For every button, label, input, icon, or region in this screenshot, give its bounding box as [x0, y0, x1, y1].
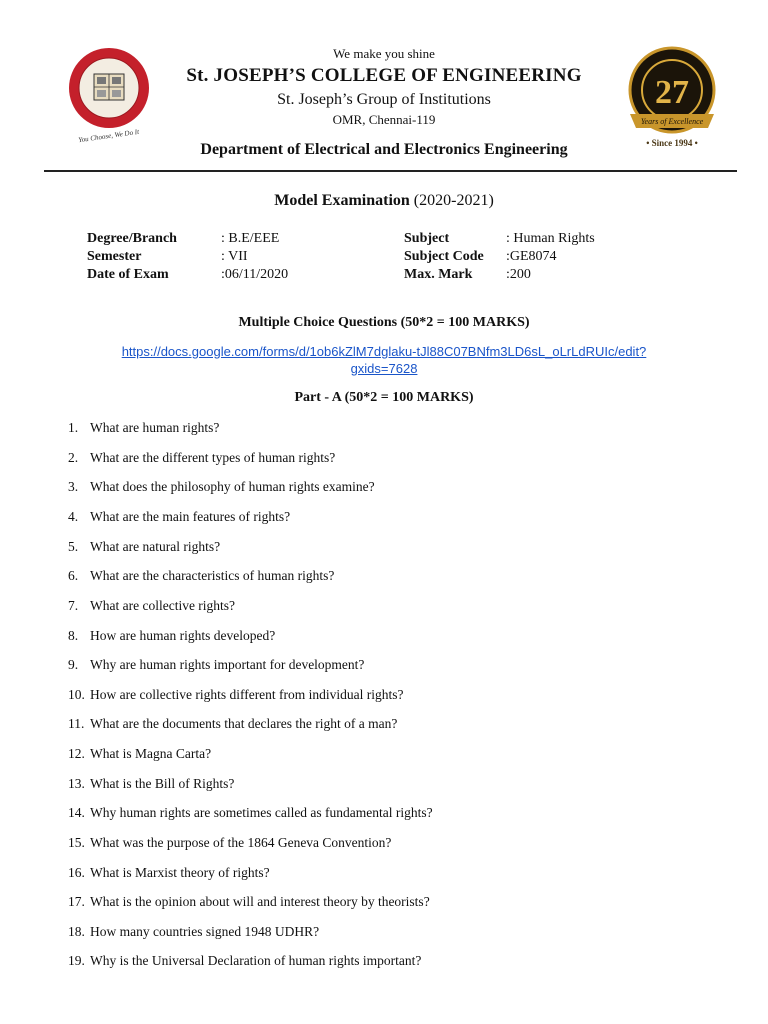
- question-item: [68, 953, 421, 969]
- question-text: How many countries signed 1948 UDHR?: [90, 924, 320, 939]
- question-number: 12.: [68, 746, 85, 761]
- exam-title: [0, 192, 768, 210]
- question-text: What are human rights?: [90, 420, 220, 435]
- question-item: [68, 450, 335, 466]
- anniversary-27-years-logo: [616, 42, 728, 154]
- question-number: 7.: [68, 598, 79, 613]
- college-name: St. JOSEPH’S COLLEGE OF ENGINEERING: [186, 65, 582, 86]
- date-label: Date of Exam: [87, 267, 169, 282]
- degree-label: Degree/Branch: [87, 231, 177, 246]
- question-text: What is Magna Carta?: [90, 746, 212, 761]
- question-item: [68, 687, 404, 703]
- question-text: What is the Bill of Rights?: [90, 776, 235, 791]
- header-divider: [44, 170, 737, 172]
- subject-code-value: :GE8074: [506, 249, 557, 264]
- subject-value: : Human Rights: [506, 231, 595, 246]
- question-text: Why are human rights important for development?: [90, 657, 365, 672]
- question-item: [68, 924, 319, 940]
- mcq-heading: Multiple Choice Questions (50*2 = 100 MARKS): [238, 315, 530, 330]
- question-text: What does the philosophy of human rights examine?: [90, 479, 375, 494]
- max-mark-label: Max. Mark: [404, 267, 473, 282]
- question-text: What are natural rights?: [90, 539, 221, 554]
- question-item: [68, 539, 220, 555]
- question-item: [68, 420, 219, 436]
- question-item: [68, 835, 391, 851]
- since-text: • Since 1994 •: [646, 138, 698, 148]
- question-number: 10.: [68, 687, 85, 702]
- max-mark-value: :200: [506, 267, 531, 282]
- question-number: 14.: [68, 805, 85, 820]
- question-number: 4.: [68, 509, 79, 524]
- question-number: 6.: [68, 568, 79, 583]
- question-item: [68, 716, 397, 732]
- question-text: How are collective rights different from individual rights?: [90, 687, 404, 702]
- question-number: 15.: [68, 835, 85, 850]
- question-text: How are human rights developed?: [90, 628, 276, 643]
- question-text: What are collective rights?: [90, 598, 236, 613]
- question-number: 8.: [68, 628, 79, 643]
- question-text: What are the main features of rights?: [90, 509, 291, 524]
- question-item: [68, 628, 275, 644]
- question-item: [68, 776, 234, 792]
- question-number: 9.: [68, 657, 79, 672]
- question-text: What are the documents that declares the right of a man?: [90, 716, 398, 731]
- question-text: What was the purpose of the 1864 Geneva Convention?: [90, 835, 392, 850]
- question-text: Why human rights are sometimes called as fundamental rights?: [90, 805, 433, 820]
- part-a-heading: Part - A (50*2 = 100 MARKS): [294, 390, 474, 405]
- question-item: [68, 894, 430, 910]
- semester-value: : VII: [221, 249, 248, 264]
- department-name: Department of Electrical and Electronics Engineering: [200, 141, 568, 158]
- question-item: [68, 865, 270, 881]
- form-link-line-2[interactable]: gxids=7628: [350, 361, 418, 376]
- question-item: [68, 509, 290, 525]
- question-number: 3.: [68, 479, 79, 494]
- question-text: Why is the Universal Declaration of human rights important?: [90, 953, 422, 968]
- subject-code-label: Subject Code: [404, 249, 484, 264]
- question-number: 1.: [68, 420, 79, 435]
- exam-year: (2020-2021): [413, 192, 494, 209]
- group-name: St. Joseph’s Group of Institutions: [277, 91, 491, 108]
- question-item: [68, 805, 433, 821]
- tagline: We make you shine: [333, 46, 435, 61]
- question-text: What are the different types of human rights?: [90, 450, 336, 465]
- question-number: 5.: [68, 539, 79, 554]
- question-item: [68, 479, 375, 495]
- question-item: [68, 746, 211, 762]
- question-text: What are the characteristics of human rights?: [90, 568, 335, 583]
- college-address: OMR, Chennai-119: [332, 112, 436, 127]
- question-number: 17.: [68, 894, 85, 909]
- google-form-link[interactable]: [100, 343, 668, 377]
- subject-label: Subject: [404, 231, 450, 246]
- question-text: What is the opinion about will and interest theory by theorists?: [90, 894, 430, 909]
- question-number: 18.: [68, 924, 85, 939]
- question-number: 11.: [68, 716, 85, 731]
- question-text: What is Marxist theory of rights?: [90, 865, 270, 880]
- ribbon-text: Years of Excellence: [640, 117, 704, 126]
- question-item: [68, 598, 235, 614]
- exam-name: Model Examination: [274, 192, 410, 209]
- question-number: 16.: [68, 865, 85, 880]
- semester-label: Semester: [87, 249, 142, 264]
- college-emblem-logo: [64, 44, 154, 144]
- anniversary-number: 27: [655, 74, 689, 111]
- date-value: :06/11/2020: [221, 267, 289, 282]
- question-number: 19.: [68, 953, 85, 968]
- form-link-line-1[interactable]: https://docs.google.com/forms/d/1ob6kZlM7dglaku-tJl88C07BNfm3LD6sL_oLrLdRUIc/edit?: [121, 344, 647, 359]
- question-item: [68, 657, 364, 673]
- degree-value: : B.E/EEE: [221, 231, 280, 246]
- question-number: 13.: [68, 776, 85, 791]
- emblem-caption: You Choose, We Do It: [77, 127, 140, 144]
- question-number: 2.: [68, 450, 79, 465]
- question-item: [68, 568, 334, 584]
